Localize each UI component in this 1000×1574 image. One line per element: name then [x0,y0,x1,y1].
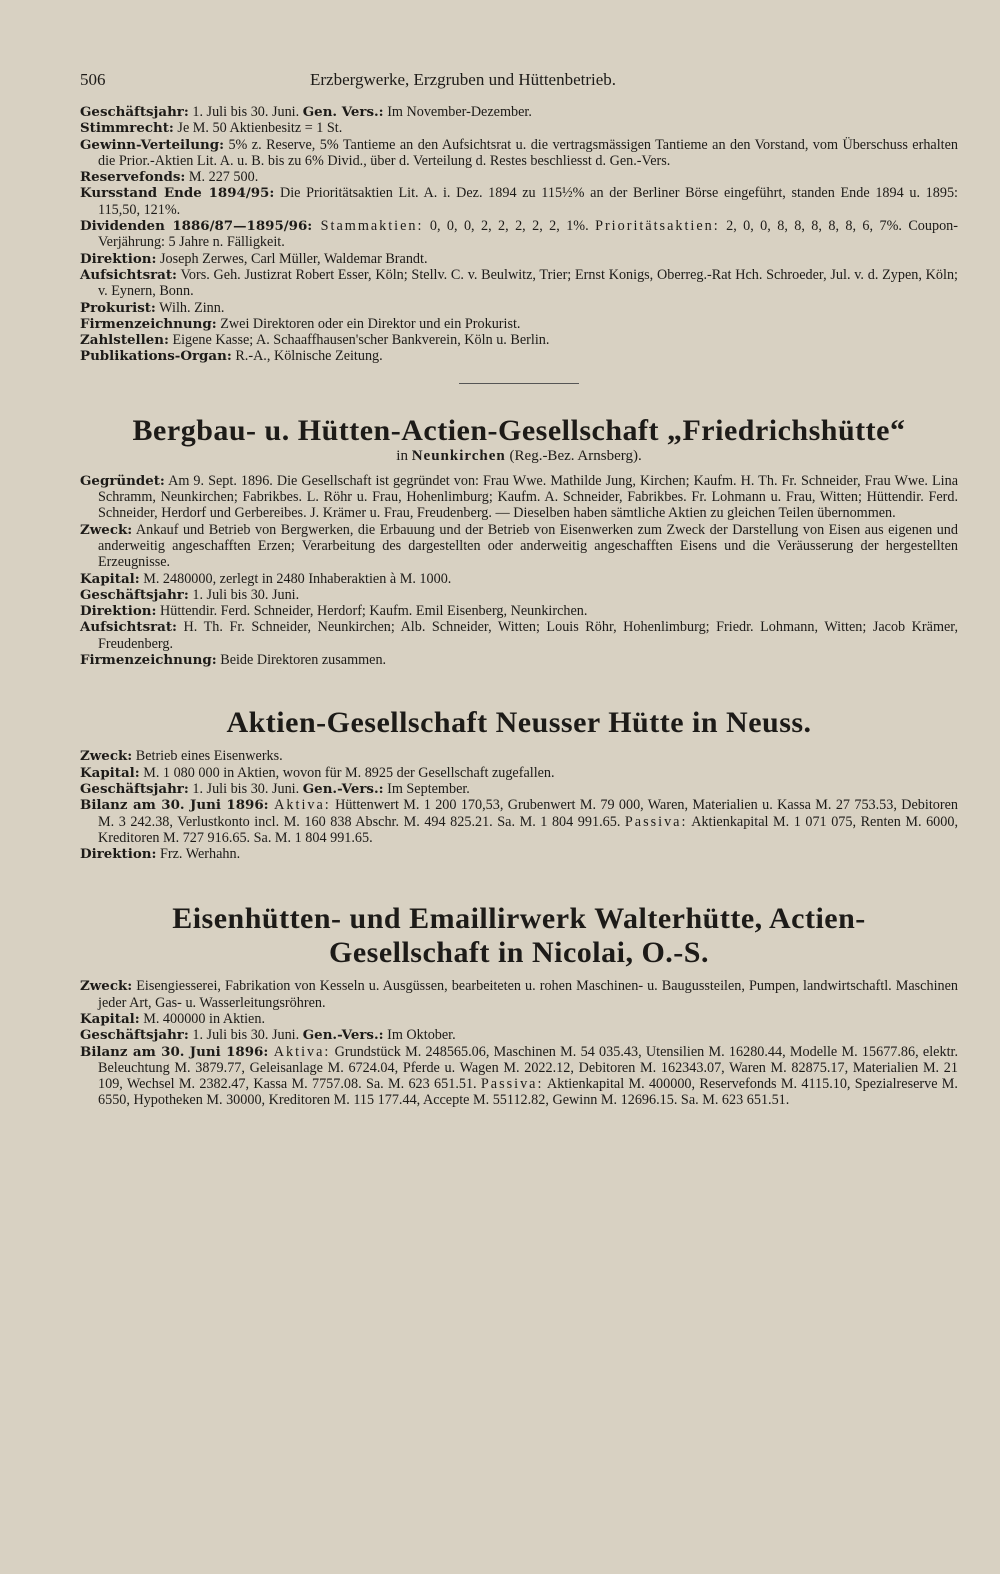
running-title: Erzbergwerke, Erzgruben und Hüttenbetrieb. [310,70,617,89]
entry-title-line-2: Gesellschaft in Nicolai, O.-S. [329,936,709,970]
purpose-paragraph: Zweck: Betrieb eines Eisenwerks. [80,748,283,765]
fiscal-year-paragraph: Geschäftsjahr: 1. Juli bis 30. Juni. Gen.-Vers.: Im Oktober. [80,1027,456,1044]
dividends-paragraph: Dividenden 1886/87—1895/96: Stammaktien: 0, 0, 0, 2, 2, 2, 2, 2, 1%. Prioritätsaktien: 2, 0, 0, 8, 8, 8, 8, 8, 6, 7%. Coupon-Verjährung: 5 Jahre n. Fälligkeit. [80,218,958,251]
supervisory-board-paragraph: Aufsichtsrat: H. Th. Fr. Schneider, Neunkirchen; Alb. Schneider, Witten; Louis Röhr, Hohenlimburg; Friedr. Lohmann, Witten; Jacob Krämer, Freudenberg. [80,619,958,652]
founded-paragraph: Gegründet: Am 9. Sept. 1896. Die Gesellschaft ist gegründet von: Frau Wwe. Mathilde Jung, Kirchen; Kaufm. H. Th. Fr. Schneider, Frau Wwe. Lina Schramm, Neunkirchen; Fabrikbes. L. Röhr u. Frau, Hohenlimburg; Kaufm. A. Schneider, Fabrikbes. Fr. Lohmann u. Frau, Witten; Hüttendir. Ferd. Schneider, Herdorf und Gerbereibes. J. Krämer u. Frau, Freudenberg. — Dieselben haben sämtliche Aktien zu gleichen Teilen übernommen. [80,472,958,522]
entry-continued [80,104,958,365]
signature-rule-paragraph: Firmenzeichnung: Zwei Direktoren oder ein Direktor und ein Prokurist. [80,315,521,332]
supervisory-board-paragraph: Aufsichtsrat: Vors. Geh. Justizrat Robert Esser, Köln; Stellv. C. v. Beulwitz, Trier; Ernst Konigs, Oberreg.-Rat Hch. Schroeder, Jul. v. d. Zypen, Köln; v. Eynern, Bonn. [80,266,958,300]
voting-right-paragraph: Stimmrecht: Je M. 50 Aktienbesitz = 1 St. [80,120,343,137]
entry-title: Bergbau- u. Hütten-Actien-Gesellschaft „Friedrichshütte“ [132,413,906,447]
balance-paragraph: Bilanz am 30. Juni 1896: Aktiva: Hüttenwert M. 1 200 170,53, Grubenwert M. 79 000, Waren, Materialien u. Kassa M. 27 753.53, Debitoren M. 3 242.38, Verlustkonto incl. M. 160 838 Abschr. M. 494 825.21. Sa. M. 1 804 991.65. Passiva: Aktienkapital M. 1 071 075, Renten M. 6000, Kreditoren M. 727 916.65. Sa. M. 1 804 991.65. [80,797,958,846]
capital-paragraph: Kapital: M. 2480000, zerlegt in 2480 Inhaberaktien à M. 1000. [80,570,452,587]
entry-neusser-huette [80,706,958,862]
entry-friedrichshuette [80,414,958,669]
page-number: 506 [80,70,106,89]
capital-paragraph: Kapital: M. 1 080 000 in Aktien, wovon für M. 8925 der Gesellschaft zugefallen. [80,764,555,781]
fiscal-year-paragraph: Geschäftsjahr: 1. Juli bis 30. Juni. [80,586,300,603]
entry-walterhuette [80,902,958,1108]
management-paragraph: Direktion: Hüttendir. Ferd. Schneider, Herdorf; Kaufm. Emil Eisenberg, Neunkirchen. [80,603,588,620]
management-paragraph: Direktion: Frz. Werhahn. [80,846,241,863]
signature-rule-paragraph: Firmenzeichnung: Beide Direktoren zusammen. [80,652,387,669]
proxy-paragraph: Prokurist: Wilh. Zinn. [80,299,225,316]
profit-distribution-paragraph: Gewinn-Verteilung: 5% z. Reserve, 5% Tantieme an den Aufsichtsrat u. die vertragsmässigen Tantieme an den Vorstand, vom Überschuss erhalten die Prior.-Aktien Lit. A. u. B. bis zu 6% Divid., über d. Verteilung d. Restes beschliesst d. Gen.-Vers. [80,136,958,169]
fiscal-year-paragraph: Geschäftsjahr: 1. Juli bis 30. Juni. Gen. Vers.: Im November-Dezember. [80,104,532,120]
entry-title: Aktien-Gesellschaft Neusser Hütte in Neuss. [226,706,812,740]
section-divider [459,383,579,384]
entry-subtitle: in Neunkirchen (Reg.-Bez. Arnsberg). [396,447,642,464]
purpose-paragraph: Zweck: Eisengiesserei, Fabrikation von Kesseln u. Ausgüssen, bearbeiteten u. rohen Maschinen- u. Baugussteilen, Pumpen, landwirtschaftl. Maschinen jeder Art, Gas- u. Wasserleitungsröhren. [80,978,958,1011]
capital-paragraph: Kapital: M. 400000 in Aktien. [80,1010,265,1027]
balance-paragraph: Bilanz am 30. Juni 1896: Aktiva: Grundstück M. 248565.06, Maschinen M. 54 035.43, Utensilien M. 16280.44, Modelle M. 15677.86, elektr. Beleuchtung M. 3879.77, Geleisanlage M. 6724.04, Pferde u. Wagen M. 2022.12, Debitoren M. 162343.07, Waren M. 82875.17, Materialien M. 21 109, Wechsel M. 2382.47, Kassa M. 7757.08. Sa. M. 623 651.51. Passiva: Aktienkapital M. 400000, Reservefonds M. 4115.10, Spezialreserve M. 6550, Hypotheken M. 30000, Kreditoren M. 115 177.44, Accepte M. 55112.82, Gewinn M. 12696.15. Sa. M. 623 651.51. [80,1043,958,1109]
paying-agents-paragraph: Zahlstellen: Eigene Kasse; A. Schaaffhausen'scher Bankverein, Köln u. Berlin. [80,332,550,349]
fiscal-year-paragraph: Geschäftsjahr: 1. Juli bis 30. Juni. Gen.-Vers.: Im September. [80,780,470,797]
entry-title-line-1: Eisenhütten- und Emaillirwerk Walterhütte, Actien- [172,902,866,936]
reserve-fund-paragraph: Reservefonds: M. 227 500. [80,169,259,186]
price-paragraph: Kursstand Ende 1894/95: Die Prioritätsaktien Lit. A. i. Dez. 1894 zu 115½% an der Berliner Börse eingeführt, standen Ende 1894 u. 1895: 115,50, 121%. [80,185,958,218]
publication-paragraph: Publikations-Organ: R.-A., Kölnische Zeitung. [80,348,383,365]
purpose-paragraph: Zweck: Ankauf und Betrieb von Bergwerken, die Erbauung und der Betrieb von Eisenwerken zum Zweck der Darstellung von Eisen aus eigenen und anderweitig angeschafften Erzen; Verarbeitung des dargestellten oder anderweitig angeschafften Eisens und die Veräusserung der hergestellten Erzeugnisse. [80,521,958,571]
management-paragraph: Direktion: Joseph Zerwes, Carl Müller, Waldemar Brandt. [80,250,428,267]
page-header [80,70,958,90]
